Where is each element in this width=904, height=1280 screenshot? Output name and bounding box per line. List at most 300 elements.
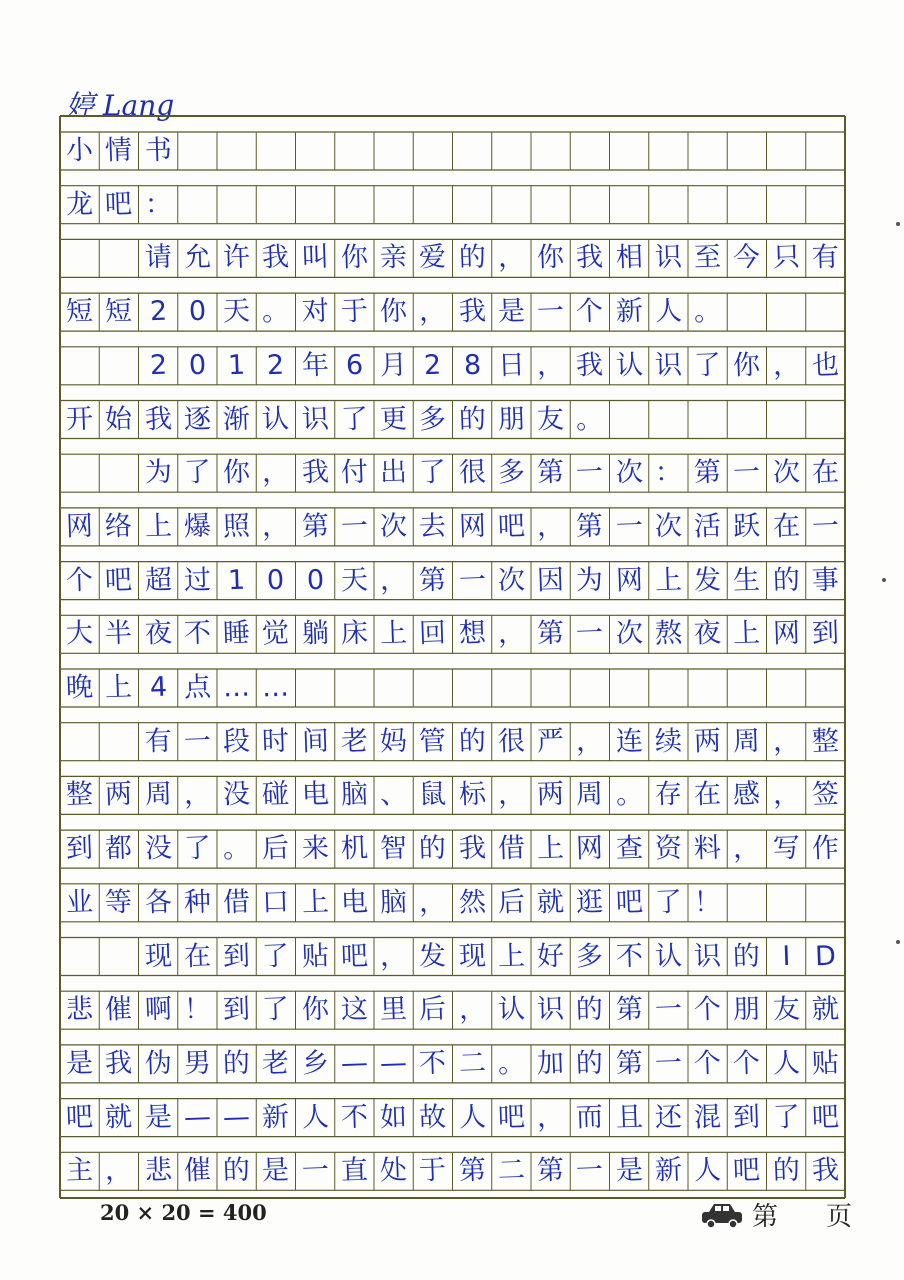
handwritten-char: 是 xyxy=(614,1154,644,1187)
handwritten-char: 两 xyxy=(536,778,565,811)
handwritten-char: 人 xyxy=(457,1101,487,1134)
handwritten-char: 的 xyxy=(457,241,487,274)
handwritten-char: 管 xyxy=(418,725,447,758)
handwritten-char: 过 xyxy=(183,564,212,597)
handwritten-char: 始 xyxy=(104,403,133,435)
handwritten-char: 续 xyxy=(654,725,683,758)
handwritten-char: … xyxy=(261,671,290,704)
handwritten-char: 今 xyxy=(732,241,761,274)
handwritten-char: 2 xyxy=(148,295,168,328)
page-suffix: 页 xyxy=(826,1202,853,1232)
handwritten-char: 一 xyxy=(575,1154,604,1187)
handwritten-char: 了 xyxy=(261,940,290,972)
handwritten-char: 电 xyxy=(300,778,330,811)
handwritten-char: 了 xyxy=(418,456,447,489)
handwritten-char: 一 xyxy=(536,295,565,328)
handwritten-char: 小 xyxy=(65,134,94,167)
handwritten-char: 多 xyxy=(575,940,604,972)
handwritten-char: 渐 xyxy=(222,403,251,435)
handwritten-char: 不 xyxy=(614,940,644,972)
handwritten-char: 伪 xyxy=(143,1047,173,1080)
handwritten-char: 第 xyxy=(418,564,447,597)
handwritten-char: 一 xyxy=(654,1047,683,1080)
handwritten-char: 查 xyxy=(614,832,644,865)
handwritten-char: 朋 xyxy=(497,403,526,435)
handwritten-char: 了 xyxy=(340,403,369,435)
handwritten-char: 点 xyxy=(183,671,212,704)
handwritten-char: 催 xyxy=(104,993,133,1026)
handwritten-char: 网 xyxy=(457,510,487,543)
handwritten-char: 都 xyxy=(104,832,133,865)
handwritten-char: 作 xyxy=(811,832,840,865)
handwritten-char: 我 xyxy=(300,456,330,489)
handwritten-char: 人 xyxy=(654,295,683,328)
handwritten-char: 大 xyxy=(65,617,94,650)
handwritten-char: 第 xyxy=(614,1047,644,1080)
handwritten-char: 老 xyxy=(340,725,369,758)
handwritten-char: ： xyxy=(654,456,683,489)
handwritten-char: 许 xyxy=(222,241,251,274)
handwritten-char: 了 xyxy=(183,832,212,865)
handwritten-char: ！ xyxy=(183,993,212,1026)
handwritten-char: 很 xyxy=(497,725,526,758)
handwritten-char: 两 xyxy=(104,778,133,811)
handwritten-char: 在 xyxy=(693,778,722,811)
handwritten-char: 晚 xyxy=(65,671,94,704)
handwritten-char: 认 xyxy=(261,403,290,435)
handwritten-char: 我 xyxy=(104,1047,133,1080)
handwritten-char: 这 xyxy=(340,993,369,1026)
handwritten-char: 天 xyxy=(222,295,251,328)
margin-dot xyxy=(882,578,886,582)
handwritten-char: 贴 xyxy=(300,940,330,972)
handwritten-char: ， xyxy=(261,510,290,543)
handwritten-char: 了 xyxy=(183,456,212,489)
handwritten-char: 夜 xyxy=(693,617,722,650)
handwritten-char: 的 xyxy=(222,1154,251,1187)
handwritten-char: 生 xyxy=(732,564,761,597)
handwritten-char: 的 xyxy=(771,1154,801,1187)
handwritten-char: 第 xyxy=(300,510,330,543)
handwritten-char: 后 xyxy=(261,832,290,865)
handwritten-char: 悲 xyxy=(65,993,94,1026)
handwritten-char: ， xyxy=(771,349,801,382)
handwritten-char: 了 xyxy=(771,1101,801,1134)
handwritten-char: 付 xyxy=(340,456,369,489)
handwritten-char: 睡 xyxy=(222,617,251,650)
handwritten-char: 请 xyxy=(143,241,173,274)
handwritten-char: 吧 xyxy=(614,886,644,919)
handwritten-char: 就 xyxy=(104,1101,133,1134)
handwritten-char: 妈 xyxy=(379,725,408,758)
handwritten-char: 觉 xyxy=(261,617,290,650)
handwritten-char: 里 xyxy=(379,993,408,1026)
handwritten-char: 很 xyxy=(457,456,487,489)
handwritten-char: 不 xyxy=(340,1101,369,1134)
handwritten-char: 你 xyxy=(732,349,761,382)
handwritten-char: 一 xyxy=(575,617,604,650)
handwritten-char: 没 xyxy=(143,832,173,865)
handwritten-char: 叫 xyxy=(300,241,330,274)
handwritten-char: … xyxy=(222,671,251,704)
handwritten-char: 了 xyxy=(693,349,722,382)
handwritten-char: D xyxy=(814,940,837,972)
handwritten-char: ， xyxy=(536,510,565,543)
handwritten-char: 出 xyxy=(379,456,408,489)
handwritten-char: 开 xyxy=(65,403,94,435)
handwritten-char: 为 xyxy=(143,456,173,489)
handwritten-char: 多 xyxy=(497,456,526,489)
handwritten-char: 吧 xyxy=(497,1101,526,1134)
handwritten-char: 上 xyxy=(104,671,133,704)
handwritten-char: 你 xyxy=(222,456,251,489)
handwritten-char: ， xyxy=(497,241,526,274)
handwritten-char: 一 xyxy=(811,510,840,543)
handwritten-char: 也 xyxy=(811,349,840,382)
handwritten-char: 周 xyxy=(143,778,173,811)
handwritten-char: 智 xyxy=(379,832,408,865)
handwritten-char: 活 xyxy=(693,510,722,543)
car-icon xyxy=(700,1200,744,1230)
handwritten-char: 业 xyxy=(65,886,94,919)
handwritten-char: 第 xyxy=(536,617,565,650)
handwritten-char: ， xyxy=(771,725,801,758)
handwritten-char: 吧 xyxy=(104,564,133,597)
handwritten-char: 脑 xyxy=(340,778,369,811)
handwritten-char: 感 xyxy=(732,778,761,811)
handwritten-char: 间 xyxy=(300,725,330,758)
handwritten-char: 短 xyxy=(65,295,94,328)
handwritten-char: 一 xyxy=(654,993,683,1026)
handwritten-char: 上 xyxy=(654,564,683,597)
handwritten-char: 夜 xyxy=(143,617,173,650)
handwritten-char: 。 xyxy=(693,295,722,328)
handwritten-char: 吧 xyxy=(104,188,133,221)
handwritten-char: 网 xyxy=(65,510,94,543)
handwritten-char: 个 xyxy=(575,295,604,328)
handwritten-char: 去 xyxy=(418,510,447,543)
handwritten-char: 的 xyxy=(732,940,761,972)
handwritten-char: 你 xyxy=(300,993,330,1026)
handwritten-char: 后 xyxy=(418,993,447,1026)
handwritten-char: 一 xyxy=(300,1154,330,1187)
handwritten-char: 机 xyxy=(340,832,369,865)
handwritten-char: 在 xyxy=(183,940,212,972)
margin-dot xyxy=(896,222,900,226)
handwritten-char: 。 xyxy=(497,1047,526,1080)
handwritten-char: 口 xyxy=(261,886,290,919)
handwritten-char: 超 xyxy=(143,564,173,597)
handwritten-char: 识 xyxy=(693,940,722,972)
handwritten-char: 6 xyxy=(345,349,364,382)
handwritten-char: 个 xyxy=(65,564,94,597)
handwritten-char: 照 xyxy=(222,510,251,543)
handwritten-char: 识 xyxy=(654,241,683,274)
handwritten-char: 我 xyxy=(575,241,604,274)
handwritten-char: 认 xyxy=(497,993,526,1026)
handwritten-char: 时 xyxy=(261,725,290,758)
handwritten-char: ， xyxy=(457,993,487,1026)
handwritten-char: 贴 xyxy=(811,1047,840,1080)
handwritten-char: 个 xyxy=(693,993,722,1026)
handwritten-char: 你 xyxy=(340,241,369,274)
handwritten-char: 个 xyxy=(693,1047,722,1080)
handwritten-char: 年 xyxy=(300,349,330,382)
handwritten-char: 老 xyxy=(261,1047,290,1080)
handwritten-char: 资 xyxy=(654,832,683,865)
handwritten-char: 整 xyxy=(811,725,840,758)
handwritten-char: 对 xyxy=(300,295,330,328)
handwritten-char: ， xyxy=(418,295,447,328)
handwritten-char: 一 xyxy=(732,456,761,489)
handwritten-char: ， xyxy=(536,349,565,382)
handwritten-char: 半 xyxy=(104,617,133,650)
handwritten-char: 上 xyxy=(497,940,526,972)
handwritten-char: 的 xyxy=(575,1047,604,1080)
handwritten-char: 朋 xyxy=(732,993,761,1026)
handwritten-char: 1 xyxy=(227,564,246,596)
handwritten-char: 逐 xyxy=(183,403,212,435)
handwritten-char: 识 xyxy=(654,349,683,382)
handwritten-char: 只 xyxy=(771,241,801,274)
handwritten-char: 。 xyxy=(261,295,290,328)
handwritten-char: 一 xyxy=(457,564,487,597)
handwritten-char: 至 xyxy=(693,241,722,274)
handwritten-char: 还 xyxy=(654,1101,683,1134)
handwritten-char: 借 xyxy=(222,886,251,919)
handwritten-char: 你 xyxy=(536,241,565,274)
handwritten-char: 书 xyxy=(143,134,173,167)
handwritten-char: 的 xyxy=(457,403,487,435)
handwritten-char: ， xyxy=(536,1101,565,1134)
handwritten-char: 到 xyxy=(65,832,94,865)
handwritten-char: ！ xyxy=(693,886,722,919)
handwritten-char: 我 xyxy=(457,295,487,328)
handwritten-char: 两 xyxy=(693,725,722,758)
handwritten-char: 我 xyxy=(143,403,173,435)
handwritten-char: 。 xyxy=(614,778,644,811)
handwritten-char: 新 xyxy=(614,295,644,328)
handwritten-char: 吧 xyxy=(340,940,369,972)
handwritten-char: 鼠 xyxy=(418,778,447,811)
handwritten-char: 亲 xyxy=(379,241,408,274)
handwritten-char: 故 xyxy=(418,1101,447,1134)
handwritten-char: ， xyxy=(497,617,526,650)
handwritten-char: 友 xyxy=(771,993,801,1026)
handwritten-char: 、 xyxy=(379,778,408,811)
handwritten-char: 到 xyxy=(732,1101,761,1134)
handwritten-char: 床 xyxy=(340,617,369,650)
handwritten-char: 现 xyxy=(457,940,487,972)
handwritten-char: 逛 xyxy=(575,886,604,919)
handwritten-char: 为 xyxy=(575,564,604,597)
handwritten-char: 一 xyxy=(340,510,369,543)
handwritten-char: 啊 xyxy=(143,993,173,1026)
handwritten-char: 4 xyxy=(148,671,168,704)
handwritten-char: 人 xyxy=(300,1101,330,1134)
handwritten-char: 上 xyxy=(300,886,330,919)
handwritten-char: 段 xyxy=(222,725,251,758)
handwritten-char: 上 xyxy=(143,510,173,543)
handwritten-char: 吧 xyxy=(497,510,526,543)
handwritten-char: 识 xyxy=(536,993,565,1026)
handwritten-char: 而 xyxy=(575,1101,604,1134)
handwritten-char: 0 xyxy=(188,349,207,382)
handwritten-char: 。 xyxy=(222,832,251,865)
handwritten-char: 认 xyxy=(614,349,644,382)
handwritten-char: 料 xyxy=(693,832,722,865)
handwritten-char: 识 xyxy=(300,403,330,435)
handwritten-char: 你 xyxy=(379,295,408,328)
handwritten-char: 2 xyxy=(266,349,285,382)
handwritten-char: 连 xyxy=(614,725,644,758)
handwritten-char: 人 xyxy=(771,1047,801,1080)
handwritten-char: 整 xyxy=(65,778,94,811)
handwritten-char: 一 xyxy=(183,725,212,758)
handwritten-char: 现 xyxy=(143,940,173,972)
handwritten-char: 没 xyxy=(222,778,251,811)
handwritten-char: 我 xyxy=(261,241,290,274)
handwritten-char: ， xyxy=(379,940,408,972)
handwritten-char: 0 xyxy=(305,564,325,596)
handwritten-char: 认 xyxy=(654,940,683,972)
handwritten-char: 吧 xyxy=(65,1101,94,1134)
handwritten-char: ， xyxy=(183,778,212,811)
handwritten-char: 周 xyxy=(732,725,761,758)
handwritten-char: 的 xyxy=(222,1047,251,1080)
handwritten-char: ， xyxy=(418,886,447,919)
handwritten-char: 的 xyxy=(771,564,801,597)
handwritten-char: 月 xyxy=(379,349,408,382)
handwritten-char: 然 xyxy=(457,886,487,919)
handwritten-char: 的 xyxy=(457,725,487,758)
margin-dot xyxy=(896,940,900,944)
handwritten-char: 的 xyxy=(418,832,447,865)
handwritten-char: ， xyxy=(771,778,801,811)
handwritten-char: 躺 xyxy=(300,617,330,650)
handwritten-char: — xyxy=(183,1101,212,1134)
handwritten-char: 直 xyxy=(340,1154,369,1187)
handwritten-char: — xyxy=(379,1047,408,1080)
handwritten-char: 回 xyxy=(418,617,447,650)
handwritten-char: 次 xyxy=(654,510,683,543)
handwritten-char: 熬 xyxy=(654,617,683,650)
handwritten-char: I xyxy=(781,940,791,972)
handwritten-char: 个 xyxy=(732,1047,761,1080)
handwritten-char: 天 xyxy=(340,564,369,597)
handwritten-char: ， xyxy=(575,725,604,758)
handwritten-char: ， xyxy=(261,456,290,489)
handwritten-char: 好 xyxy=(536,940,565,972)
handwritten-char: 短 xyxy=(104,295,133,328)
handwritten-char: 了 xyxy=(654,886,683,919)
handwritten-char: 主 xyxy=(65,1154,94,1187)
handwritten-char: 网 xyxy=(771,617,801,650)
handwritten-char: — xyxy=(340,1047,369,1080)
handwritten-char: 如 xyxy=(379,1101,408,1134)
handwritten-char: 新 xyxy=(261,1101,290,1134)
handwritten-char: 跃 xyxy=(732,510,761,543)
handwritten-char: 第 xyxy=(457,1154,487,1187)
handwritten-char: 第 xyxy=(575,510,604,543)
handwritten-char: 存 xyxy=(654,778,683,811)
handwritten-char: 一 xyxy=(614,510,644,543)
handwritten-char: 2 xyxy=(423,349,442,382)
handwritten-char: 来 xyxy=(300,832,330,865)
handwritten-char: 且 xyxy=(614,1101,644,1134)
handwritten-char: 发 xyxy=(418,940,447,972)
handwritten-char: 0 xyxy=(266,564,285,596)
handwritten-char: ， xyxy=(379,564,408,597)
handwritten-char: 上 xyxy=(732,617,761,650)
handwritten-char: 我 xyxy=(811,1154,840,1187)
handwritten-char: 各 xyxy=(143,886,173,919)
handwritten-char: 不 xyxy=(418,1047,447,1080)
handwritten-char: 到 xyxy=(222,993,251,1026)
handwritten-char: 是 xyxy=(143,1101,173,1134)
handwritten-char: 上 xyxy=(536,832,565,865)
handwritten-char: ， xyxy=(104,1154,133,1187)
handwritten-char: 龙 xyxy=(65,188,94,221)
handwritten-char: 情 xyxy=(104,134,133,167)
handwritten-char: 8 xyxy=(462,349,482,382)
handwritten-char: 签 xyxy=(811,778,840,811)
handwritten-char: 吧 xyxy=(732,1154,761,1187)
handwritten-char: 脑 xyxy=(379,886,408,919)
handwritten-char: 的 xyxy=(575,993,604,1026)
handwritten-char: 周 xyxy=(575,778,604,811)
handwritten-char: 想 xyxy=(457,617,487,650)
handwritten-char: 是 xyxy=(261,1154,290,1187)
handwritten-char: 事 xyxy=(811,564,840,597)
handwritten-char: 写 xyxy=(771,832,801,865)
handwritten-char: ， xyxy=(497,778,526,811)
handwritten-char: 相 xyxy=(614,241,644,274)
handwritten-char: 二 xyxy=(457,1047,487,1080)
handwritten-char: 第 xyxy=(536,1154,565,1187)
handwritten-char: 次 xyxy=(614,456,644,489)
handwritten-char: 发 xyxy=(693,564,722,597)
handwritten-char: 二 xyxy=(497,1154,526,1187)
handwritten-char: 友 xyxy=(536,403,565,435)
handwritten-char: 加 xyxy=(536,1047,565,1080)
author-signature: 婷 Lang xyxy=(66,89,175,122)
handwritten-char: 人 xyxy=(693,1154,722,1187)
handwritten-char: ： xyxy=(143,188,173,221)
handwritten-char: 男 xyxy=(183,1047,212,1080)
handwritten-char: 络 xyxy=(104,510,133,543)
handwritten-char: 上 xyxy=(379,617,408,650)
handwritten-char: 不 xyxy=(183,617,212,650)
handwritten-char: 第 xyxy=(536,456,565,489)
handwritten-char: 借 xyxy=(497,832,526,865)
handwritten-char: 催 xyxy=(183,1154,212,1187)
handwritten-char: 多 xyxy=(418,403,447,435)
handwritten-char: 了 xyxy=(261,993,290,1026)
handwritten-char: 在 xyxy=(771,510,801,543)
handwritten-char: 混 xyxy=(693,1101,722,1134)
handwritten-char: 悲 xyxy=(143,1154,173,1187)
handwritten-char: 我 xyxy=(575,349,604,382)
handwritten-char: — xyxy=(222,1101,251,1134)
handwritten-char: 是 xyxy=(65,1047,94,1080)
handwritten-char: 爆 xyxy=(183,510,212,543)
handwritten-char: 标 xyxy=(457,778,487,811)
handwritten-char: 就 xyxy=(811,993,840,1026)
handwritten-char: 第 xyxy=(693,456,722,489)
handwritten-char: 日 xyxy=(497,349,526,382)
handwritten-char: 严 xyxy=(536,725,565,758)
